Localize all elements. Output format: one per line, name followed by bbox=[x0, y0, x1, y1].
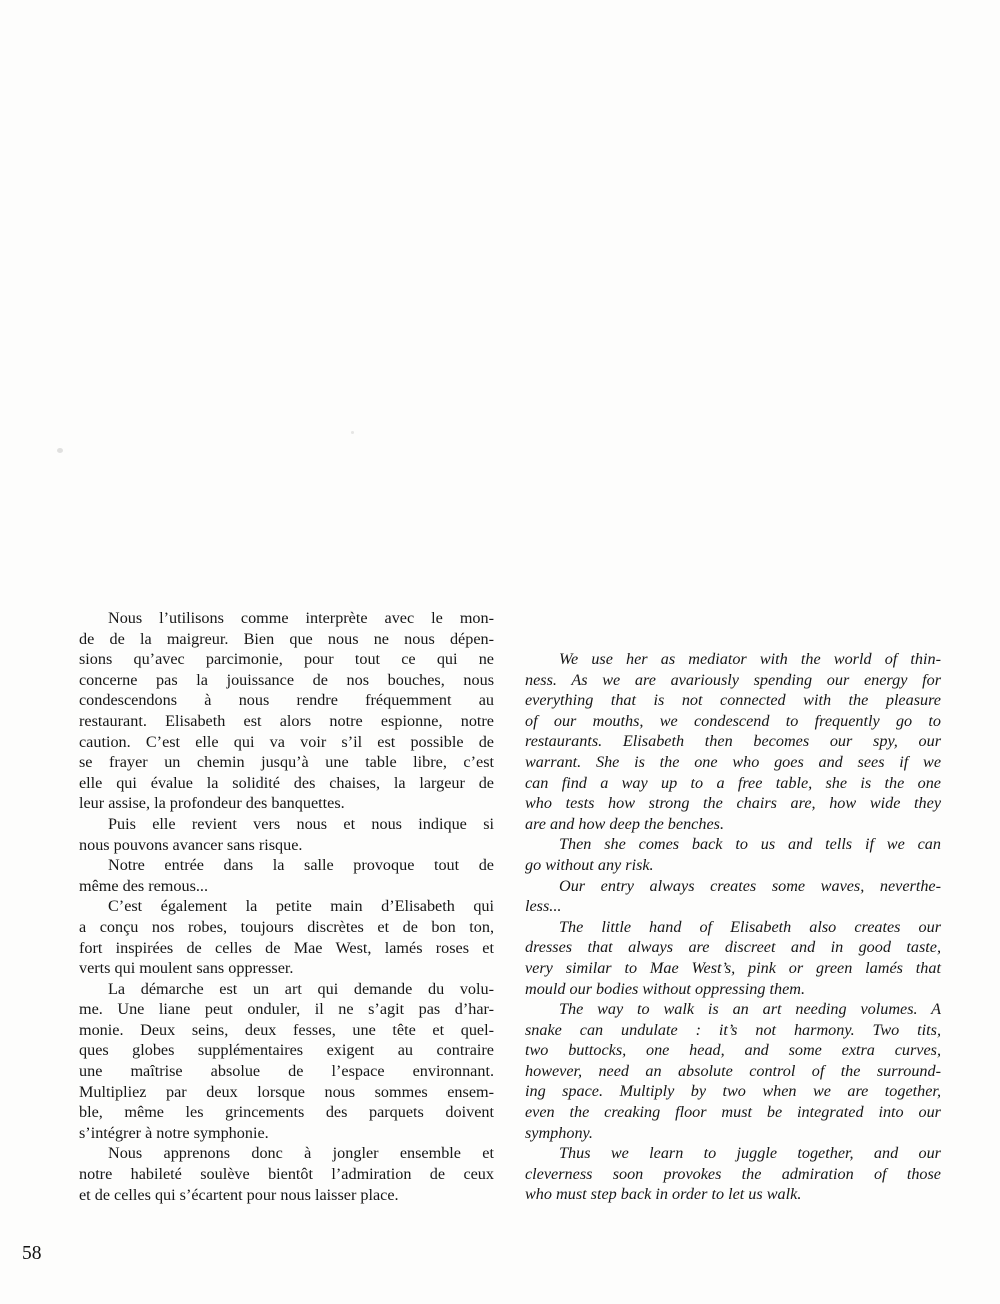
text-line: concerne pas la jouissance de nos bouches, nous bbox=[79, 670, 494, 689]
text-line: notre habileté soulève bientôt l’admiration de ceux bbox=[79, 1165, 494, 1184]
text-line: Thus we learn to juggle together, and our bbox=[559, 1144, 941, 1163]
text-line: can find a way up to a free table, she is the one bbox=[525, 773, 941, 792]
text-line: leur assise, la profondeur des banquettes. bbox=[79, 794, 345, 813]
text-line: ques globes supplémentaires exigent au contraire bbox=[79, 1041, 494, 1060]
paragraph bbox=[79, 979, 494, 1144]
paragraph bbox=[525, 999, 941, 1143]
text-line: two buttocks, one head, and some extra curves, bbox=[525, 1041, 941, 1060]
text-line: même des remous... bbox=[79, 876, 209, 895]
text-line: Our entry always creates some waves, neverthe- bbox=[559, 876, 941, 895]
french-column bbox=[79, 608, 494, 1205]
text-line: however, need an absolute control of the surround- bbox=[525, 1061, 941, 1080]
text-line: The little hand of Elisabeth also creates our bbox=[559, 917, 941, 936]
text-line: The way to walk is an art needing volumes. A bbox=[559, 1000, 941, 1019]
text-line: La démarche est un art qui demande du volu- bbox=[108, 979, 494, 998]
text-line: symphony. bbox=[525, 1123, 593, 1142]
text-line: condescendons à nous rendre fréquemment au bbox=[79, 691, 494, 710]
paragraph bbox=[79, 608, 494, 814]
text-line: une maîtrise absolue de l’espace environnant. bbox=[79, 1062, 494, 1081]
text-line: elle qui évalue la solidité des chaises, la largeur de bbox=[79, 773, 494, 792]
text-line: C’est également la petite main d’Elisabeth qui bbox=[108, 897, 494, 916]
paragraph bbox=[79, 855, 494, 896]
text-line: a conçu nos robes, toujours discrètes et de bon ton, bbox=[79, 917, 494, 936]
paragraph bbox=[79, 896, 494, 978]
text-line: de de la maigreur. Bien que nous ne nous dépen- bbox=[79, 629, 494, 648]
text-line: Multipliez par deux lorsque nous sommes ensem- bbox=[79, 1082, 494, 1101]
paragraph bbox=[525, 1143, 941, 1205]
text-line: go without any risk. bbox=[525, 855, 654, 874]
text-line: even the creaking floor must be integrated into our bbox=[525, 1103, 941, 1122]
text-line: who must step back in order to let us walk. bbox=[525, 1185, 802, 1204]
text-line: et de celles qui s’écartent pour nous laisser place. bbox=[79, 1185, 399, 1204]
text-line: are and how deep the benches. bbox=[525, 814, 724, 833]
text-line: me. Une liane peut onduler, il ne s’agit pas d’har- bbox=[79, 1000, 494, 1019]
text-line: We use her as mediator with the world of thin- bbox=[559, 650, 941, 668]
text-line: nous pouvons avancer sans risque. bbox=[79, 835, 303, 854]
text-line: who tests how strong the chairs are, how wide they bbox=[525, 794, 941, 813]
text-line: Nous l’utilisons comme interprète avec le mon- bbox=[108, 609, 494, 627]
page-number: 58 bbox=[22, 1243, 42, 1264]
text-line: s’intégrer à notre symphonie. bbox=[79, 1123, 269, 1142]
english-column bbox=[525, 649, 941, 1205]
text-line: Puis elle revient vers nous et nous indique si bbox=[108, 814, 494, 833]
paragraph bbox=[525, 917, 941, 999]
paragraph bbox=[525, 876, 941, 917]
text-line: caution. C’est elle qui va voir s’il est possible de bbox=[79, 732, 494, 751]
text-line: dresses that always are discreet and in good taste, bbox=[525, 938, 941, 957]
text-line: monie. Deux seins, deux fesses, une tête et quel- bbox=[79, 1020, 494, 1039]
text-line: cleverness soon provokes the admiration of those bbox=[525, 1164, 941, 1183]
text-line: Nous apprenons donc à jongler ensemble et bbox=[108, 1144, 494, 1163]
text-line: ness. As we are avariously spending our energy for bbox=[525, 670, 941, 689]
text-line: fort inspirées de celles de Mae West, lamés roses et bbox=[79, 938, 494, 957]
paragraph bbox=[525, 649, 941, 834]
text-line: ing space. Multiply by two when we are together, bbox=[525, 1082, 941, 1101]
text-line: sions qu’avec parcimonie, pour tout ce qui ne bbox=[79, 650, 494, 669]
scan-speck bbox=[57, 448, 63, 453]
text-line: verts qui moulent sans oppresser. bbox=[79, 959, 294, 978]
text-line: less... bbox=[525, 897, 562, 916]
text-line: ble, même les grincements des parquets doivent bbox=[79, 1103, 494, 1122]
paragraph bbox=[79, 1143, 494, 1205]
text-line: se frayer un chemin jusqu’à une table libre, c’est bbox=[79, 753, 494, 772]
text-line: of our mouths, we condescend to frequently go to bbox=[525, 711, 941, 730]
text-line: restaurant. Elisabeth est alors notre espionne, notre bbox=[79, 711, 494, 730]
text-line: snake can undulate : it’s not harmony. Two tits, bbox=[525, 1020, 941, 1039]
text-line: very similar to Mae West’s, pink or green lamés that bbox=[525, 958, 941, 977]
text-line: warrant. She is the one who goes and sees if we bbox=[525, 752, 941, 771]
paragraph bbox=[79, 814, 494, 855]
text-line: Notre entrée dans la salle provoque tout de bbox=[108, 856, 494, 875]
paragraph bbox=[525, 834, 941, 875]
scan-speck bbox=[351, 431, 354, 434]
text-line: everything that is not connected with the pleasure bbox=[525, 691, 941, 710]
text-line: restaurants. Elisabeth then becomes our spy, our bbox=[525, 732, 941, 751]
text-line: mould our bodies without oppressing them. bbox=[525, 979, 805, 998]
text-line: Then she comes back to us and tells if we can bbox=[559, 835, 941, 854]
